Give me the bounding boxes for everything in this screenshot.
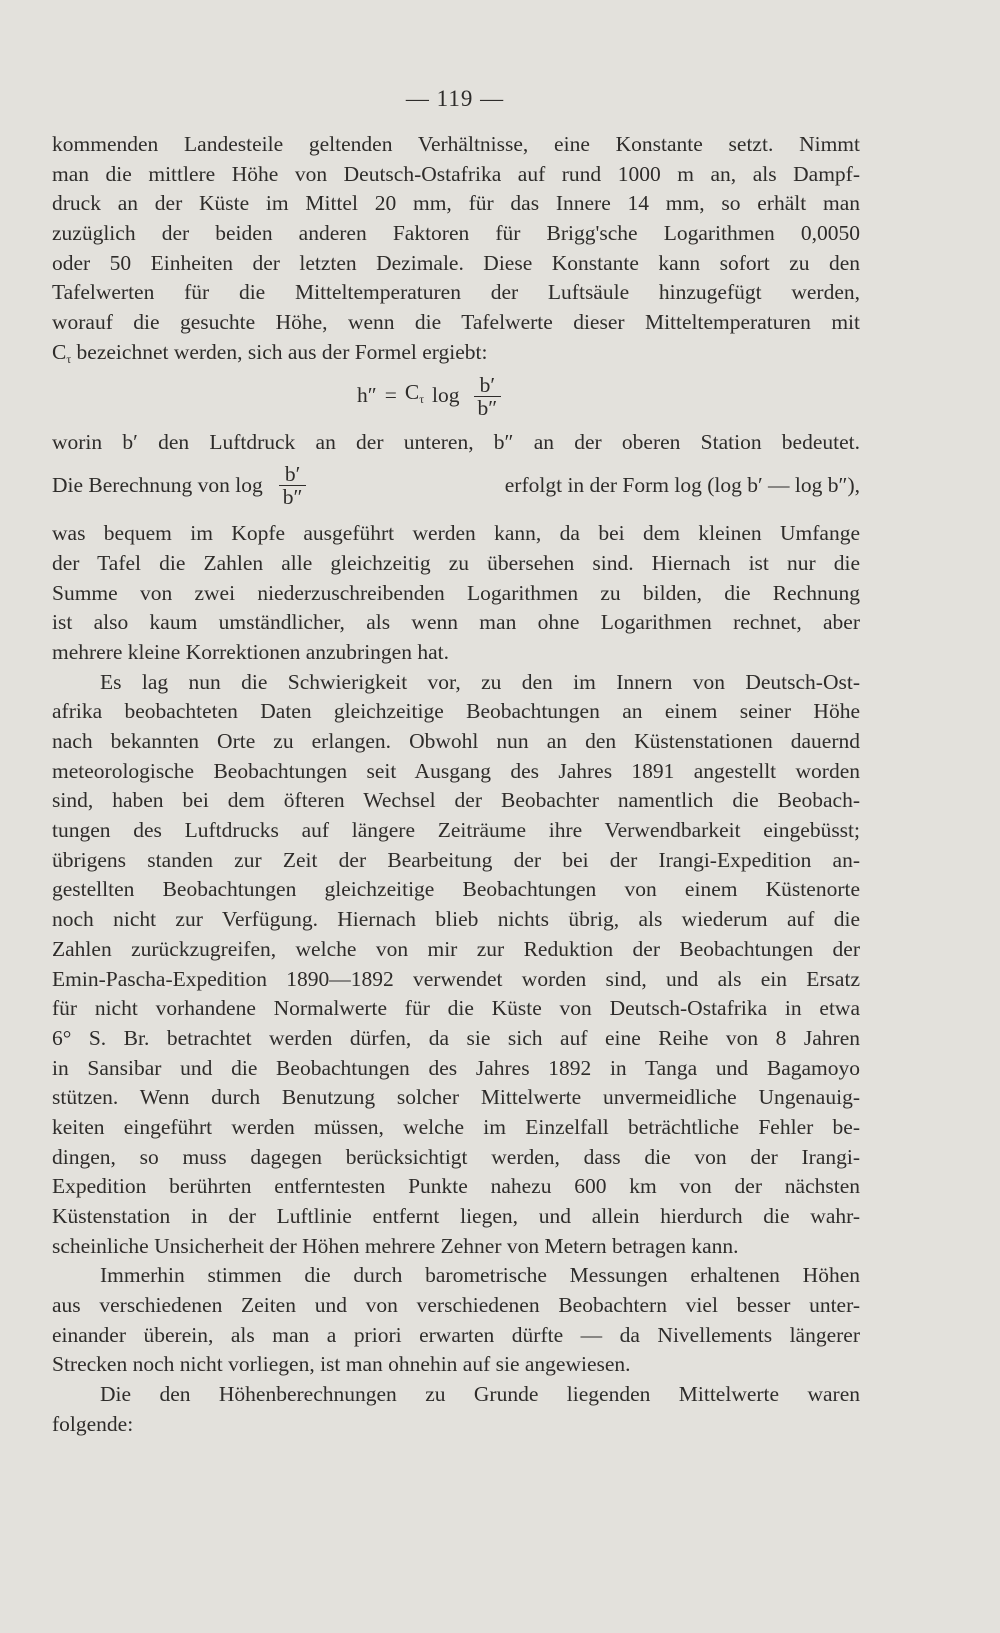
text-line: für nicht vorhandene Normalwerte für die Küste von Deutsch-Ostafrika in etwa (52, 996, 860, 1021)
formula-row (52, 368, 860, 428)
text-line: man die mittlere Höhe von Deutsch-Ostafrika auf rund 1000 m an, als Dampf- (52, 161, 860, 186)
text-line: Die den Höhenberechnungen zu Grunde liegenden Mittelwerte waren (100, 1382, 860, 1407)
text-line: Tafelwerten für die Mitteltemperaturen der Luftsäule hinzugefügt werden, (52, 280, 860, 305)
text-line: tungen des Luftdrucks auf längere Zeiträume ihre Verwendbarkeit eingebüsst; (52, 818, 860, 843)
text-line: dingen, so muss dagegen berücksichtigt werden, dass die von der Irangi- (52, 1144, 860, 1169)
formula-equals: = (384, 383, 397, 408)
formula-coefficient: $C_\tau$ (404, 379, 425, 406)
text-line: Emin-Pascha-Expedition 1890—1892 verwendet worden sind, und als ein Ersatz (52, 966, 860, 991)
body-text (52, 130, 860, 1440)
text-line: Summe von zwei niederzuschreibenden Logarithmen zu bilden, die Rechnung (52, 580, 860, 605)
paragraph-5 (52, 1380, 860, 1439)
text-line: nach bekannten Orte zu erlangen. Obwohl nun an den Küstenstationen dauernd (52, 729, 860, 753)
formula-fraction (472, 374, 504, 419)
formula-log: log (432, 383, 460, 408)
text-fragment: Die Berechnung von log (52, 472, 263, 497)
text-fragment: bezeichnet werden, sich aus der Formel ergiebt: (76, 339, 488, 364)
text-line: oder 50 Einheiten der letzten Dezimale. Diese Konstante kann sofort zu den (52, 250, 860, 275)
worin-line: worin b′ den Luftdruck an der unteren, b″ an der oberen Station bedeutet. (52, 429, 860, 454)
fraction-numerator: b′ (474, 374, 501, 397)
berechnung-row (52, 457, 860, 519)
fraction-numerator: b′ (279, 463, 306, 486)
text-line: keiten eingeführt werden müssen, welche im Einzelfall beträchtliche Fehler be- (52, 1114, 860, 1139)
text-line: folgende: (52, 1411, 134, 1436)
text-line: mehrere kleine Korrektionen anzubringen hat. (52, 639, 449, 664)
paragraph-4 (52, 1261, 860, 1380)
text-line: Zahlen zurückzugreifen, welche von mir zur Reduktion der Beobachtungen der (52, 936, 860, 961)
text-line: sind, haben bei dem öfteren Wechsel der Beobachter namentlich die Beobach- (52, 788, 860, 813)
text-line (52, 338, 860, 368)
text-line: gestellten Beobachtungen gleichzeitige Beobachtungen von einem Küstenorte (52, 877, 860, 902)
text-line: was bequem im Kopfe ausgeführt werden kann, da bei dem kleinen Umfange (52, 521, 860, 546)
constant-subscript: τ (66, 351, 72, 366)
text-line: ist also kaum umständlicher, als wenn man ohne Logarithmen rechnet, aber (52, 610, 860, 635)
text-line: noch nicht zur Verfügung. Hiernach blieb nichts übrig, als wiederum auf die (52, 907, 860, 932)
text-line: Küstenstation in der Luftlinie entfernt liegen, und allein hierdurch die wahr- (52, 1204, 860, 1228)
text-line: scheinliche Unsicherheit der Höhen mehrere Zehner von Metern betragen kann. (52, 1233, 739, 1258)
text-fragment: erfolgt in der Form log (log b′ — log b″), (504, 472, 860, 497)
inline-fraction (277, 463, 309, 508)
text-line: worauf die gesuchte Höhe, wenn die Tafelwerte dieser Mitteltemperaturen mit (52, 310, 860, 335)
berechnung-line (52, 463, 860, 508)
text-line: Es lag nun die Schwierigkeit vor, zu den im Innern von Deutsch-Ost- (100, 669, 860, 694)
text-line: der Tafel die Zahlen alle gleichzeitig zu übersehen sind. Hiernach ist nur die (52, 550, 860, 575)
text-line: kommenden Landesteile geltenden Verhältnisse, eine Konstante setzt. Nimmt (52, 132, 860, 156)
fraction-denominator: b″ (477, 395, 498, 420)
fraction-denominator: b″ (282, 485, 303, 510)
text-line: Strecken noch nicht vorliegen, ist man ohnehin auf sie angewiesen. (52, 1352, 631, 1377)
constant-symbol: C (52, 339, 67, 364)
text-line: übrigens standen zur Zeit der Bearbeitung der bei der Irangi-Expedition an- (52, 847, 860, 872)
text-line: stützen. Wenn durch Benutzung solcher Mittelwerte unvermeidliche Ungenauig- (52, 1085, 860, 1110)
text-line: 6° S. Br. betrachtet werden dürfen, da sie sich auf eine Reihe von 8 Jahren (52, 1025, 860, 1050)
paragraph-2 (52, 519, 860, 667)
text-line: druck an der Küste im Mittel 20 mm, für das Innere 14 mm, so erhält man (52, 191, 860, 216)
formula-lhs: h″ (357, 383, 377, 408)
page-number: — 119 — (405, 86, 505, 111)
text-line: Immerhin stimmen die durch barometrische Messungen erhaltenen Höhen (100, 1263, 860, 1288)
text-line: einander überein, als man a priori erwarten dürfte — da Nivellements längerer (52, 1322, 860, 1347)
text-line: in Sansibar und die Beobachtungen des Jahres 1892 in Tanga und Bagamoyo (52, 1055, 860, 1080)
paragraph-3 (52, 668, 860, 1262)
height-formula (357, 374, 503, 419)
text-line: meteorologische Beobachtungen seit Ausgang des Jahres 1891 angestellt worden (52, 758, 860, 783)
text-line: aus verschiedenen Zeiten und von verschiedenen Beobachtern viel besser unter- (52, 1293, 860, 1318)
text-line: zuzüglich der beiden anderen Faktoren für Brigg'sche Logarithmen 0,0050 (52, 221, 860, 246)
paragraph-1 (52, 130, 860, 368)
text-line: Expedition berührten entferntesten Punkte nahezu 600 km von der nächsten (52, 1174, 860, 1199)
text-line: afrika beobachteten Daten gleichzeitige Beobachtungen an einem seiner Höhe (52, 699, 860, 724)
